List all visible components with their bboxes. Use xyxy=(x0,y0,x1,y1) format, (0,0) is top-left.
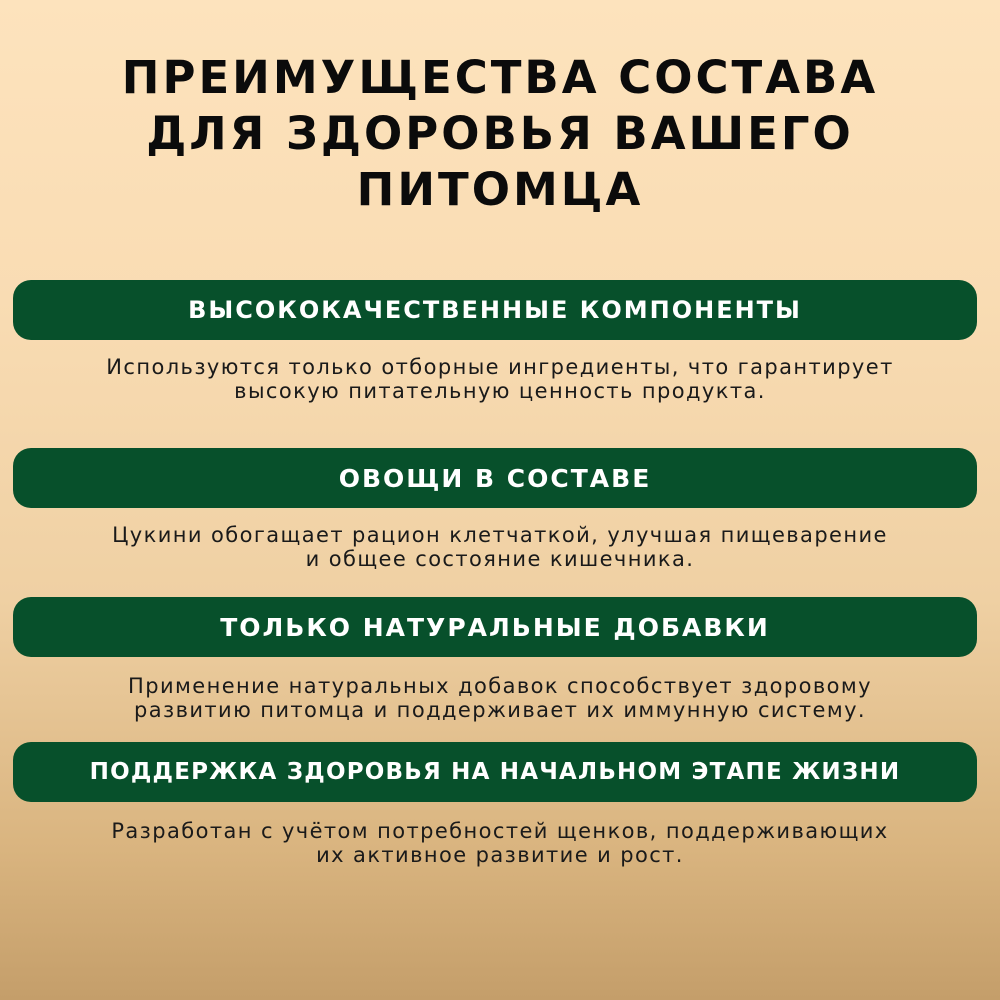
benefit-description-line: Разработан с учётом потребностей щенков, поддерживающих xyxy=(111,819,889,843)
benefit-heading-label: ПОДДЕРЖКА ЗДОРОВЬЯ НА НАЧАЛЬНОМ ЭТАПЕ ЖИЗНИ xyxy=(89,759,901,785)
benefit-description-natural-additives xyxy=(0,674,1000,722)
benefit-description-high-quality-components xyxy=(0,355,1000,403)
benefit-heading-natural-additives xyxy=(13,597,977,657)
benefit-description-line: их активное развитие и рост. xyxy=(316,843,684,867)
benefit-description-early-life-health xyxy=(0,819,1000,867)
benefit-description-line: и общее состояние кишечника. xyxy=(305,547,695,571)
benefit-description-line: высокую питательную ценность продукта. xyxy=(234,379,766,403)
benefit-heading-label: ВЫСОКОКАЧЕСТВЕННЫЕ КОМПОНЕНТЫ xyxy=(188,296,802,324)
page-title-line-2: ДЛЯ ЗДОРОВЬЯ ВАШЕГО xyxy=(146,107,854,160)
benefit-description-line: Используются только отборные ингредиенты, что гарантирует xyxy=(106,355,894,379)
benefit-description-line: Применение натуральных добавок способствует здоровому xyxy=(128,674,872,698)
benefit-heading-label: ОВОЩИ В СОСТАВЕ xyxy=(338,463,652,493)
benefit-heading-label: ТОЛЬКО НАТУРАЛЬНЫЕ ДОБАВКИ xyxy=(220,612,770,642)
page-title-line-1: ПРЕИМУЩЕСТВА СОСТАВА xyxy=(121,51,879,104)
benefit-description-vegetables xyxy=(0,523,1000,571)
benefit-heading-high-quality-components xyxy=(13,280,977,340)
page-title xyxy=(0,50,1000,218)
page-title-line-3: ПИТОМЦА xyxy=(356,163,644,216)
benefit-heading-vegetables xyxy=(13,448,977,508)
benefit-heading-early-life-health xyxy=(13,742,977,802)
benefit-description-line: Цукини обогащает рацион клетчаткой, улучшая пищеварение xyxy=(112,523,888,547)
benefit-description-line: развитию питомца и поддерживает их иммунную систему. xyxy=(134,698,866,722)
